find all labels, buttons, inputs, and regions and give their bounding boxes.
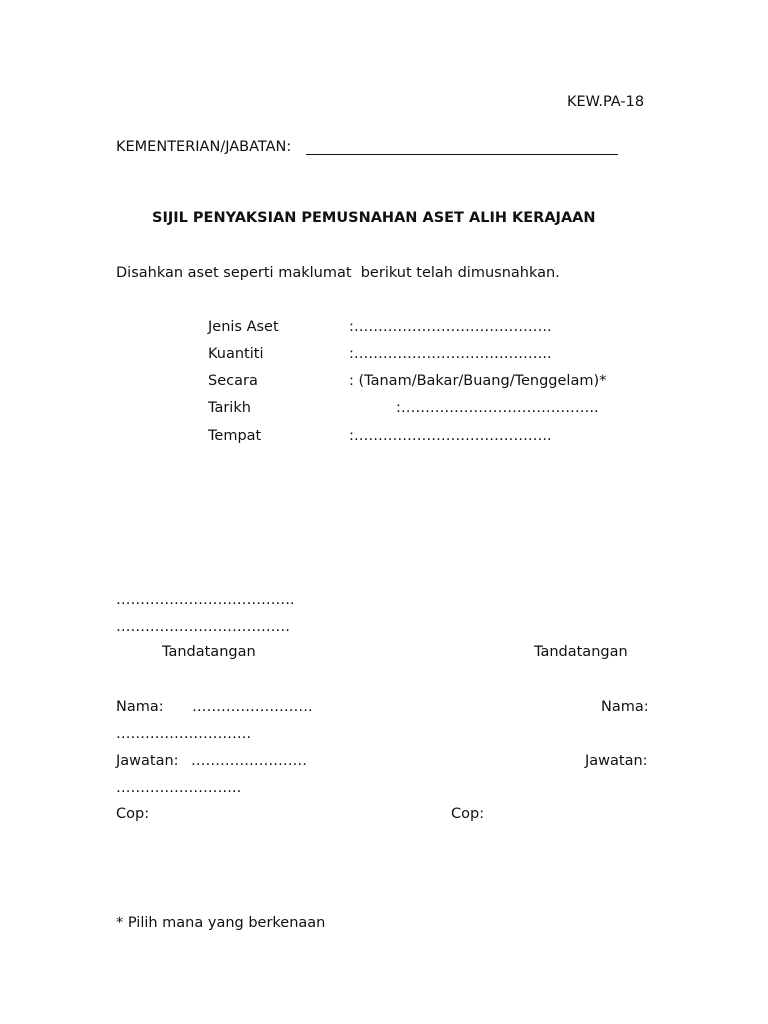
signature-label-right: Tandatangan [534, 644, 628, 660]
field-value-tarikh: :………………………………….. [396, 400, 599, 416]
jawatan-dots-right: …………………….. [116, 780, 242, 796]
cop-label-right: Cop: [451, 806, 485, 822]
nama-label-right: Nama: [601, 699, 649, 715]
field-value-kuantiti: :………………………………….. [349, 346, 552, 362]
nama-dots-right: ………………………. [116, 726, 252, 742]
field-label-tempat: Tempat [208, 428, 262, 444]
signature-dots-line-1: ………………………………. [116, 592, 295, 608]
form-code: KEW.PA-18 [567, 94, 645, 110]
field-value-secara: : (Tanam/Bakar/Buang/Tenggelam)* [349, 373, 607, 389]
ministry-label: KEMENTERIAN/JABATAN: [116, 139, 292, 155]
nama-label-left: Nama: [116, 699, 164, 715]
field-label-secara: Secara [208, 373, 258, 389]
intro-text: Disahkan aset seperti maklumat berikut telah dimusnahkan. [116, 265, 560, 281]
field-label-jenis-aset: Jenis Aset [208, 319, 279, 335]
nama-dots-left: ……………………. [192, 699, 313, 715]
field-label-tarikh: Tarikh [208, 400, 251, 416]
field-value-jenis-aset: :………………………………….. [349, 319, 552, 335]
field-value-tempat: :………………………………….. [349, 428, 552, 444]
cop-label-left: Cop: [116, 806, 150, 822]
footnote: * Pilih mana yang berkenaan [116, 915, 326, 931]
ministry-blank-line [306, 154, 618, 155]
field-label-kuantiti: Kuantiti [208, 346, 264, 362]
signature-dots-line-2: ……………………………… [116, 619, 290, 635]
signature-label-left: Tandatangan [162, 644, 256, 660]
document-title: SIJIL PENYAKSIAN PEMUSNAHAN ASET ALIH KERAJAAN [152, 210, 596, 226]
jawatan-label-left: Jawatan: [116, 753, 179, 769]
jawatan-dots-left: …………………… [191, 753, 307, 769]
jawatan-label-right: Jawatan: [585, 753, 648, 769]
